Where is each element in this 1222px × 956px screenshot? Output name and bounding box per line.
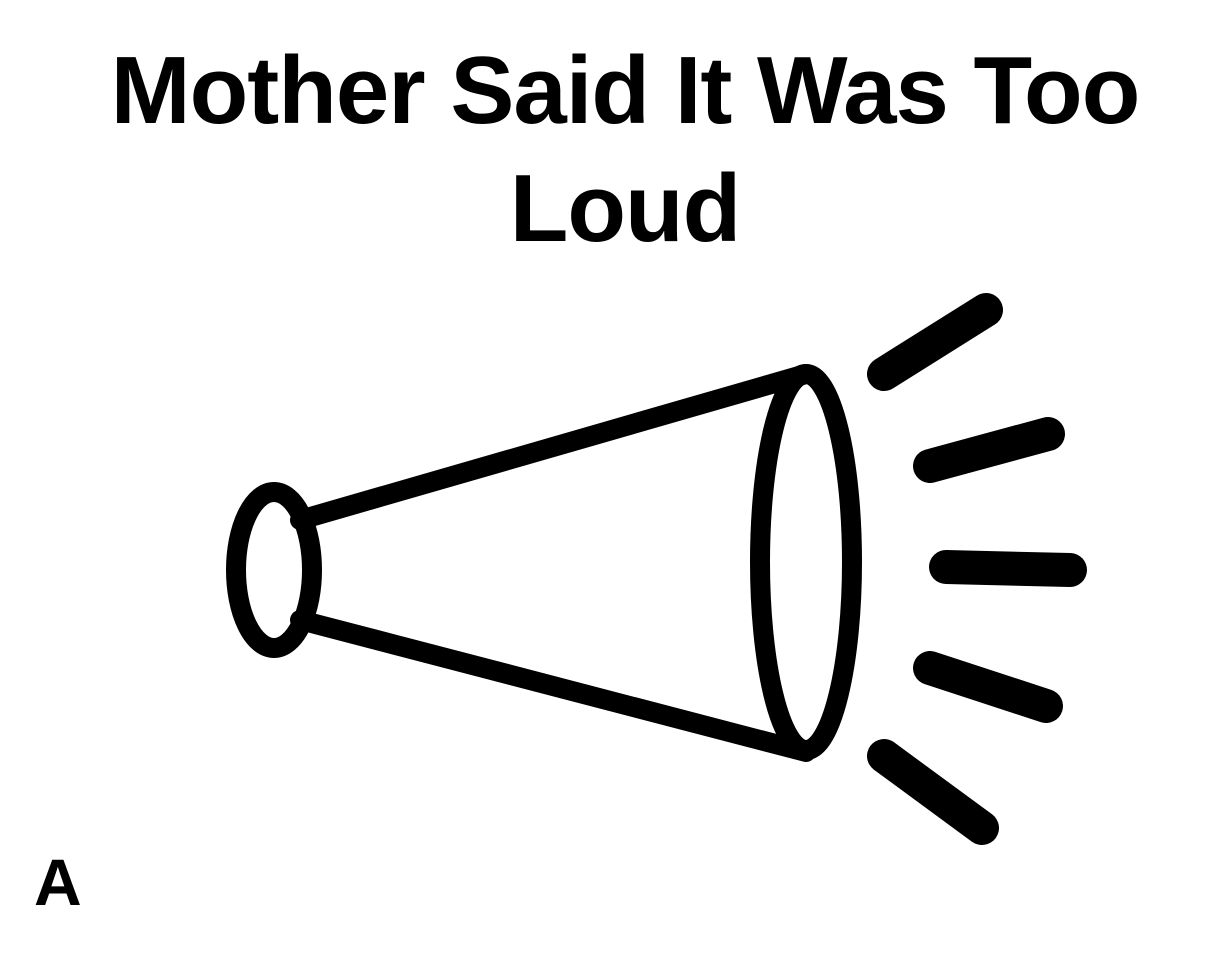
sound-line <box>946 567 1070 570</box>
sound-line <box>930 434 1048 466</box>
sound-line <box>930 668 1046 706</box>
megaphone-cone-top <box>300 374 806 520</box>
megaphone-icon <box>190 280 1110 880</box>
megaphone-cone-bottom <box>300 620 806 752</box>
slide-title: Mother Said It Was Too Loud <box>110 37 1140 262</box>
megaphone-bell <box>760 374 852 750</box>
corner-label: A <box>34 845 82 919</box>
sound-line <box>884 756 982 828</box>
sound-line <box>884 310 986 374</box>
